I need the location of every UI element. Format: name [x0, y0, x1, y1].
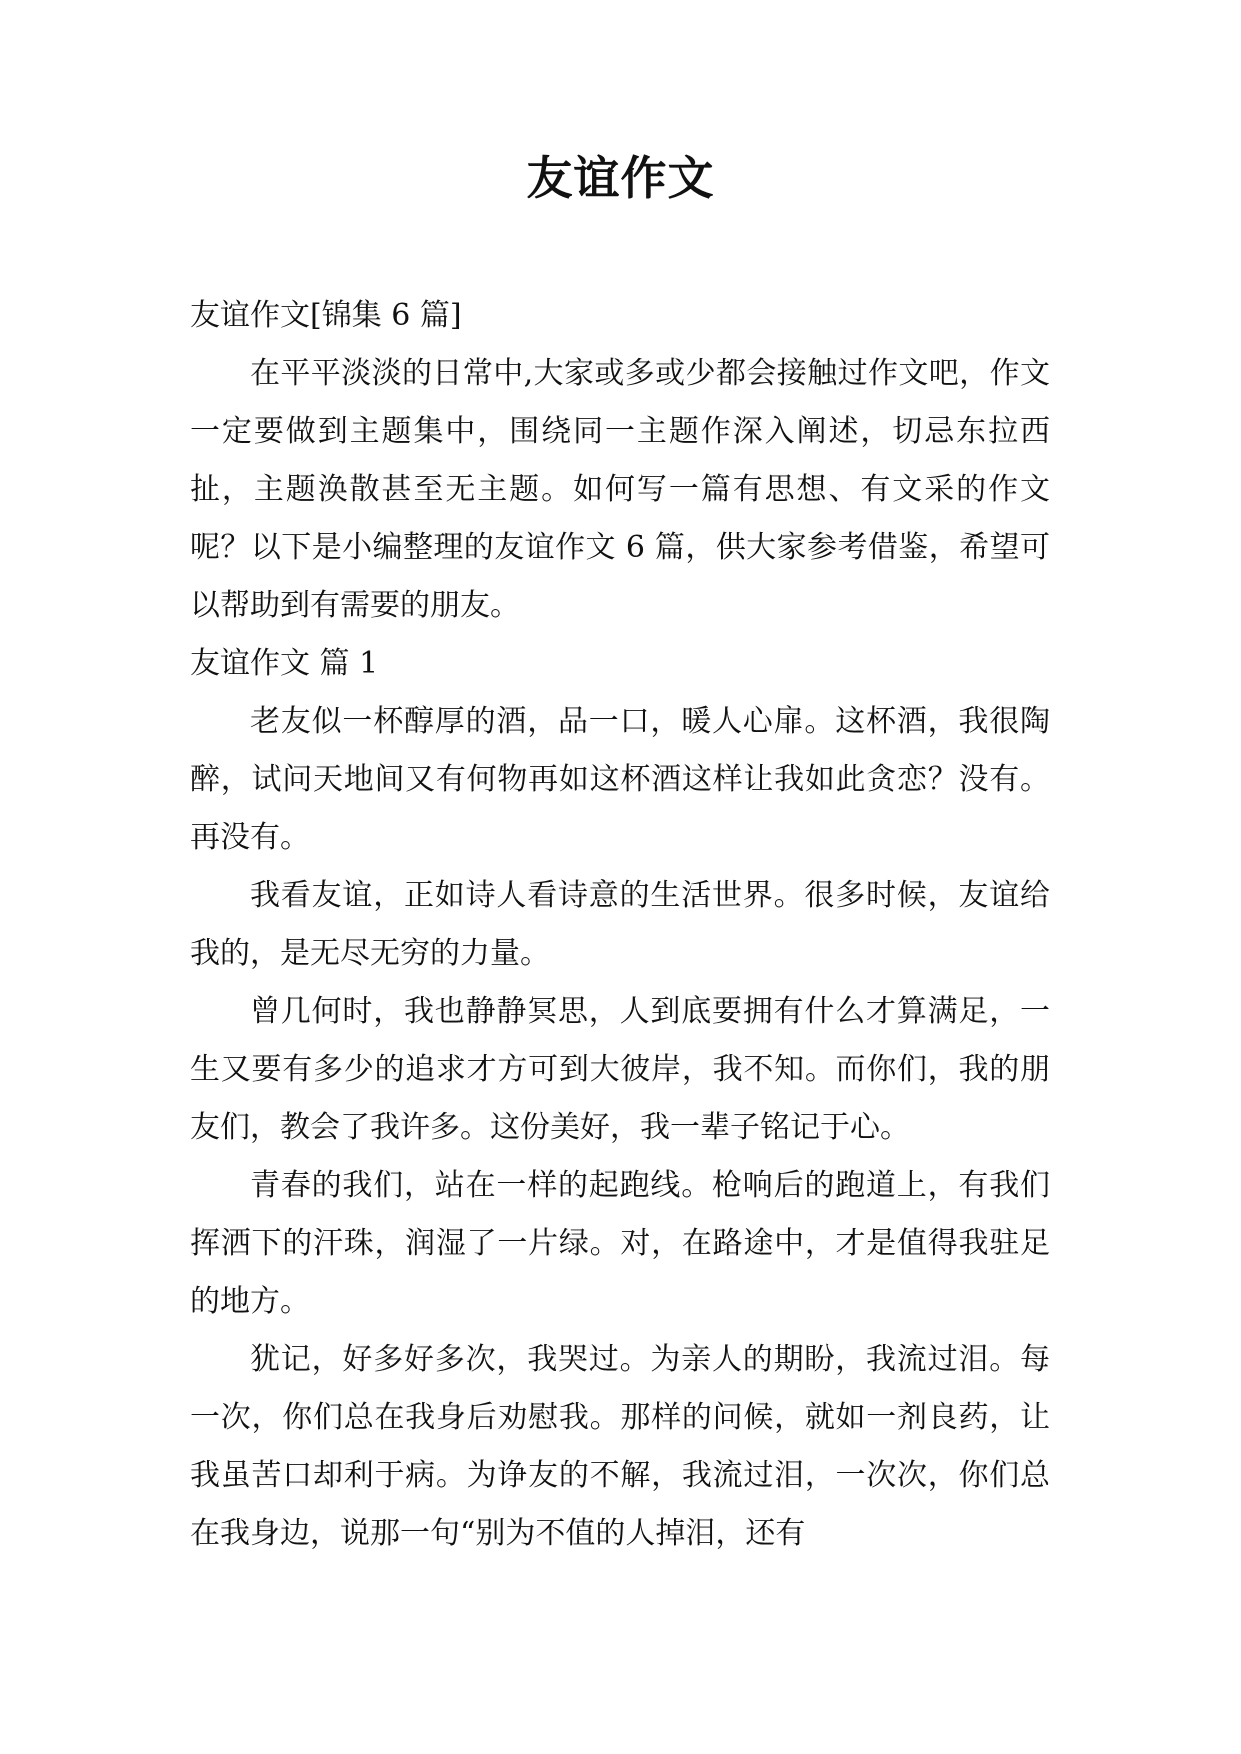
document-body	[190, 287, 1050, 1563]
intro-paragraph: 在平平淡淡的日常中,大家或多或少都会接触过作文吧，作文一定要做到主题集中，围绕同一主题作深入阐述，切忌东拉西扯，主题涣散甚至无主题。如何写一篇有思想、有文采的作文呢？以下是小编整理的友谊作文 6 篇，供大家参考借鉴，希望可以帮助到有需要的朋友。	[190, 356, 1050, 623]
body-paragraph: 我看友谊，正如诗人看诗意的生活世界。很多时候，友谊给我的，是无尽无穷的力量。	[190, 878, 1050, 971]
body-paragraph: 犹记，好多好多次，我哭过。为亲人的期盼，我流过泪。每一次，你们总在我身后劝慰我。那样的问候，就如一剂良药，让我虽苦口却利于病。为诤友的不解，我流过泪，一次次，你们总在我身边，说那一句“别为不值的人掉泪，还有	[190, 1342, 1050, 1551]
body-paragraph: 老友似一杯醇厚的酒，品一口，暖人心扉。这杯酒，我很陶醉，试问天地间又有何物再如这杯酒这样让我如此贪恋？没有。再没有。	[190, 704, 1050, 855]
document-title: 友谊作文	[526, 151, 715, 205]
section-heading: 友谊作文 篇 1	[190, 646, 379, 681]
body-paragraph: 青春的我们，站在一样的起跑线。枪响后的跑道上，有我们挥洒下的汗珠，润湿了一片绿。对，在路途中，才是值得我驻足的地方。	[190, 1168, 1050, 1319]
collection-subtitle: 友谊作文[锦集 6 篇]	[190, 298, 462, 333]
body-paragraph: 曾几何时，我也静静冥思，人到底要拥有什么才算满足，一生又要有多少的追求才方可到大彼岸，我不知。而你们，我的朋友们，教会了我许多。这份美好，我一辈子铭记于心。	[190, 994, 1050, 1145]
